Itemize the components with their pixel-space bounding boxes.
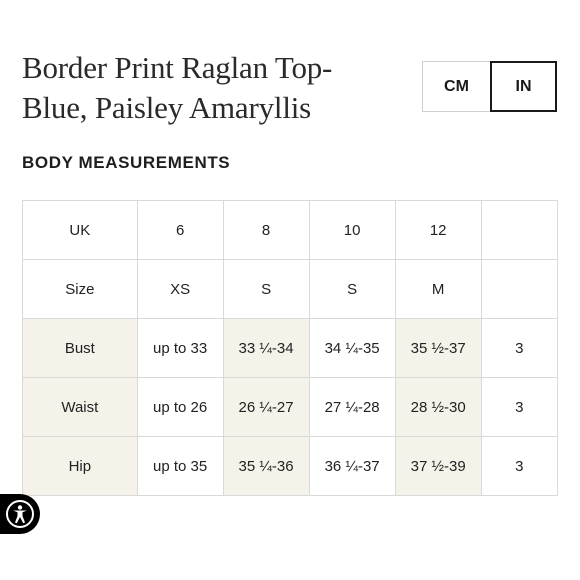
table-cell: 37 ½-39 <box>395 437 481 496</box>
product-title-line2: Blue, Paisley Amaryllis <box>22 90 312 125</box>
table-cell: up to 26 <box>137 378 223 437</box>
table-cell: 35 ¼-36 <box>223 437 309 496</box>
table-cell: XS <box>137 260 223 319</box>
row-label-bust: Bust <box>23 319 138 378</box>
row-label-size: Size <box>23 260 138 319</box>
table-row <box>23 378 558 437</box>
size-chart-table <box>22 200 558 496</box>
table-cell: up to 33 <box>137 319 223 378</box>
table-cell: 3 <box>481 437 557 496</box>
table-cell: up to 35 <box>137 437 223 496</box>
table-cell: 36 ¼-37 <box>309 437 395 496</box>
accessibility-button[interactable] <box>0 494 40 534</box>
table-cell: 27 ¼-28 <box>309 378 395 437</box>
row-label-waist: Waist <box>23 378 138 437</box>
table-cell <box>481 260 557 319</box>
table-cell: M <box>395 260 481 319</box>
table-row <box>23 319 558 378</box>
row-label-hip: Hip <box>23 437 138 496</box>
section-title: BODY MEASUREMENTS <box>22 153 231 172</box>
unit-toggle <box>422 61 557 112</box>
table-cell: S <box>223 260 309 319</box>
table-cell: 6 <box>137 201 223 260</box>
product-title-line1: Border Print Raglan Top- <box>22 50 333 85</box>
table-cell: 34 ¼-35 <box>309 319 395 378</box>
table-cell: 28 ½-30 <box>395 378 481 437</box>
table-cell <box>481 201 557 260</box>
table-cell: 3 <box>481 378 557 437</box>
row-label-uk: UK <box>23 201 138 260</box>
table-cell: 12 <box>395 201 481 260</box>
product-title <box>22 48 332 128</box>
table-cell: 3 <box>481 319 557 378</box>
table-cell: 10 <box>309 201 395 260</box>
accessibility-icon <box>5 499 35 529</box>
table-cell: S <box>309 260 395 319</box>
table-row <box>23 437 558 496</box>
unit-in-button[interactable]: IN <box>490 61 557 112</box>
table-row <box>23 260 558 319</box>
table-cell: 26 ¼-27 <box>223 378 309 437</box>
size-chart-scroll[interactable] <box>22 200 558 499</box>
table-cell: 33 ¼-34 <box>223 319 309 378</box>
table-cell: 8 <box>223 201 309 260</box>
unit-cm-button[interactable]: CM <box>422 61 490 112</box>
table-row <box>23 201 558 260</box>
table-cell: 35 ½-37 <box>395 319 481 378</box>
